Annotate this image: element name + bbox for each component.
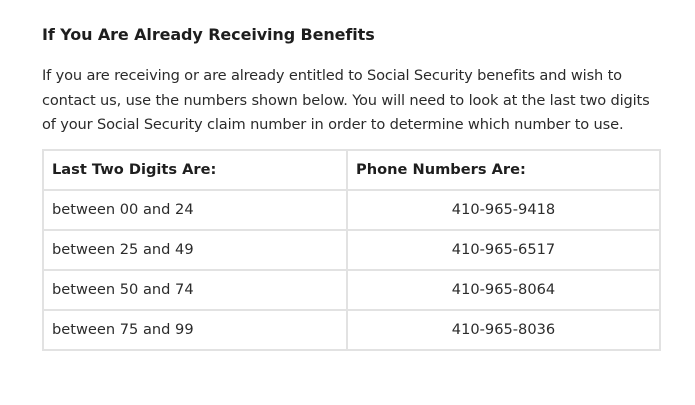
intro-paragraph-line: contact us, use the numbers shown below. You will need to look at the last two digits [42, 91, 650, 109]
intro-paragraph-line: of your Social Security claim number in order to determine which number to use. [42, 116, 624, 133]
digits-range-cell: between 25 and 49 [43, 230, 347, 270]
table-header-row [43, 150, 660, 190]
phone-number-cell: 410-965-8064 [347, 270, 660, 310]
column-header-phone-numbers: Phone Numbers Are: [347, 150, 660, 190]
table-row [43, 270, 660, 310]
phone-number-cell: 410-965-9418 [347, 190, 660, 230]
table-row [43, 190, 660, 230]
intro-paragraph-line: If you are receiving or are already entitled to Social Security benefits and wish to [42, 67, 622, 84]
phone-number-cell: 410-965-8036 [347, 310, 660, 350]
benefits-section [42, 22, 662, 351]
table-row [43, 310, 660, 350]
digits-range-cell: between 75 and 99 [43, 310, 347, 350]
digits-range-cell: between 50 and 74 [43, 270, 347, 310]
table-row [43, 230, 660, 270]
phone-numbers-table [42, 149, 661, 351]
phone-number-cell: 410-965-6517 [347, 230, 660, 270]
digits-range-cell: between 00 and 24 [43, 190, 347, 230]
intro-paragraph [42, 64, 662, 138]
column-header-last-two-digits: Last Two Digits Are: [43, 150, 347, 190]
section-heading: If You Are Already Receiving Benefits [42, 25, 375, 44]
